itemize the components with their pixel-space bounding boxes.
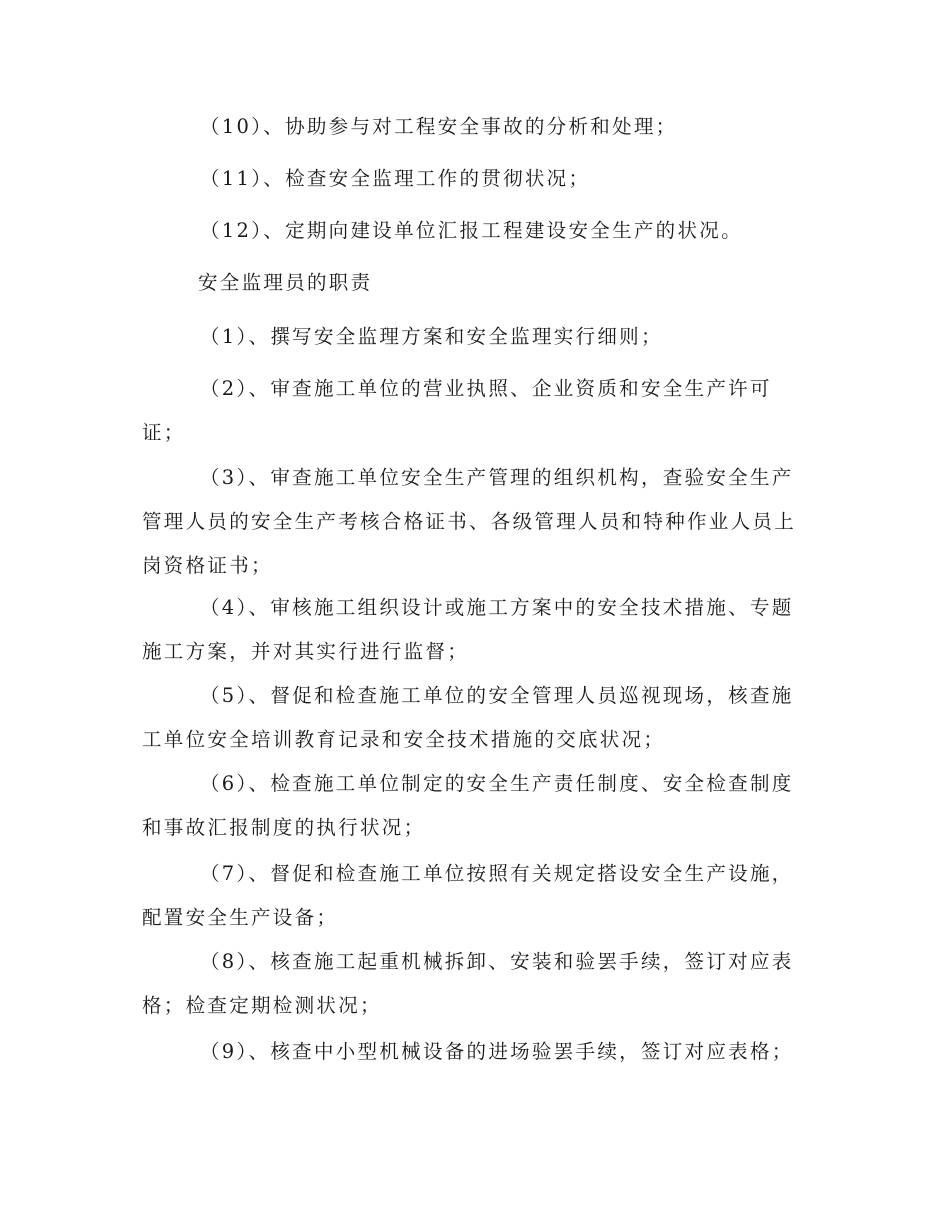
paragraph-item-4: （4）、审核施工组织设计或施工方案中的安全技术措施、专题施工方案，并对其实行进行监督； [142,596,794,663]
paragraph-item-1: （1）、撰写安全监理方案和安全监理实行细则； [200,325,663,348]
paragraph-item-10: （10）、协助参与对工程安全事故的分析和处理； [200,115,678,138]
paragraph-item-8: （8）、核查施工起重机械拆卸、安装和验罢手续，签订对应表格；检查定期检测状况； [142,950,794,1017]
paragraph-item-11: （11）、检查安全监理工作的贯彻状况； [200,167,591,190]
paragraph-item-5: （5）、督促和检查施工单位的安全管理人员巡视现场，核查施工单位安全培训教育记录和安全技术措施的交底状况； [142,684,794,751]
section-heading: 安全监理员的职责 [198,271,373,294]
paragraph-item-7: （7）、督促和检查施工单位按照有关规定搭设安全生产设施，配置安全生产设备； [142,862,794,929]
paragraph-item-12: （12）、定期向建设单位汇报工程建设安全生产的状况。 [200,219,743,242]
paragraph-item-9: （9）、核查中小型机械设备的进场验罢手续，签订对应表格； [200,1040,794,1063]
paragraph-item-2: （2）、审查施工单位的营业执照、企业资质和安全生产许可证； [142,377,772,444]
paragraph-item-6: （6）、检查施工单位制定的安全生产责任制度、安全检查制度和事故汇报制度的执行状况； [142,772,794,839]
paragraph-item-3: （3）、审查施工单位安全生产管理的组织机构，查验安全生产管理人员的安全生产考核合格证书、各级管理人员和特种作业人员上岗资格证书； [142,466,797,577]
